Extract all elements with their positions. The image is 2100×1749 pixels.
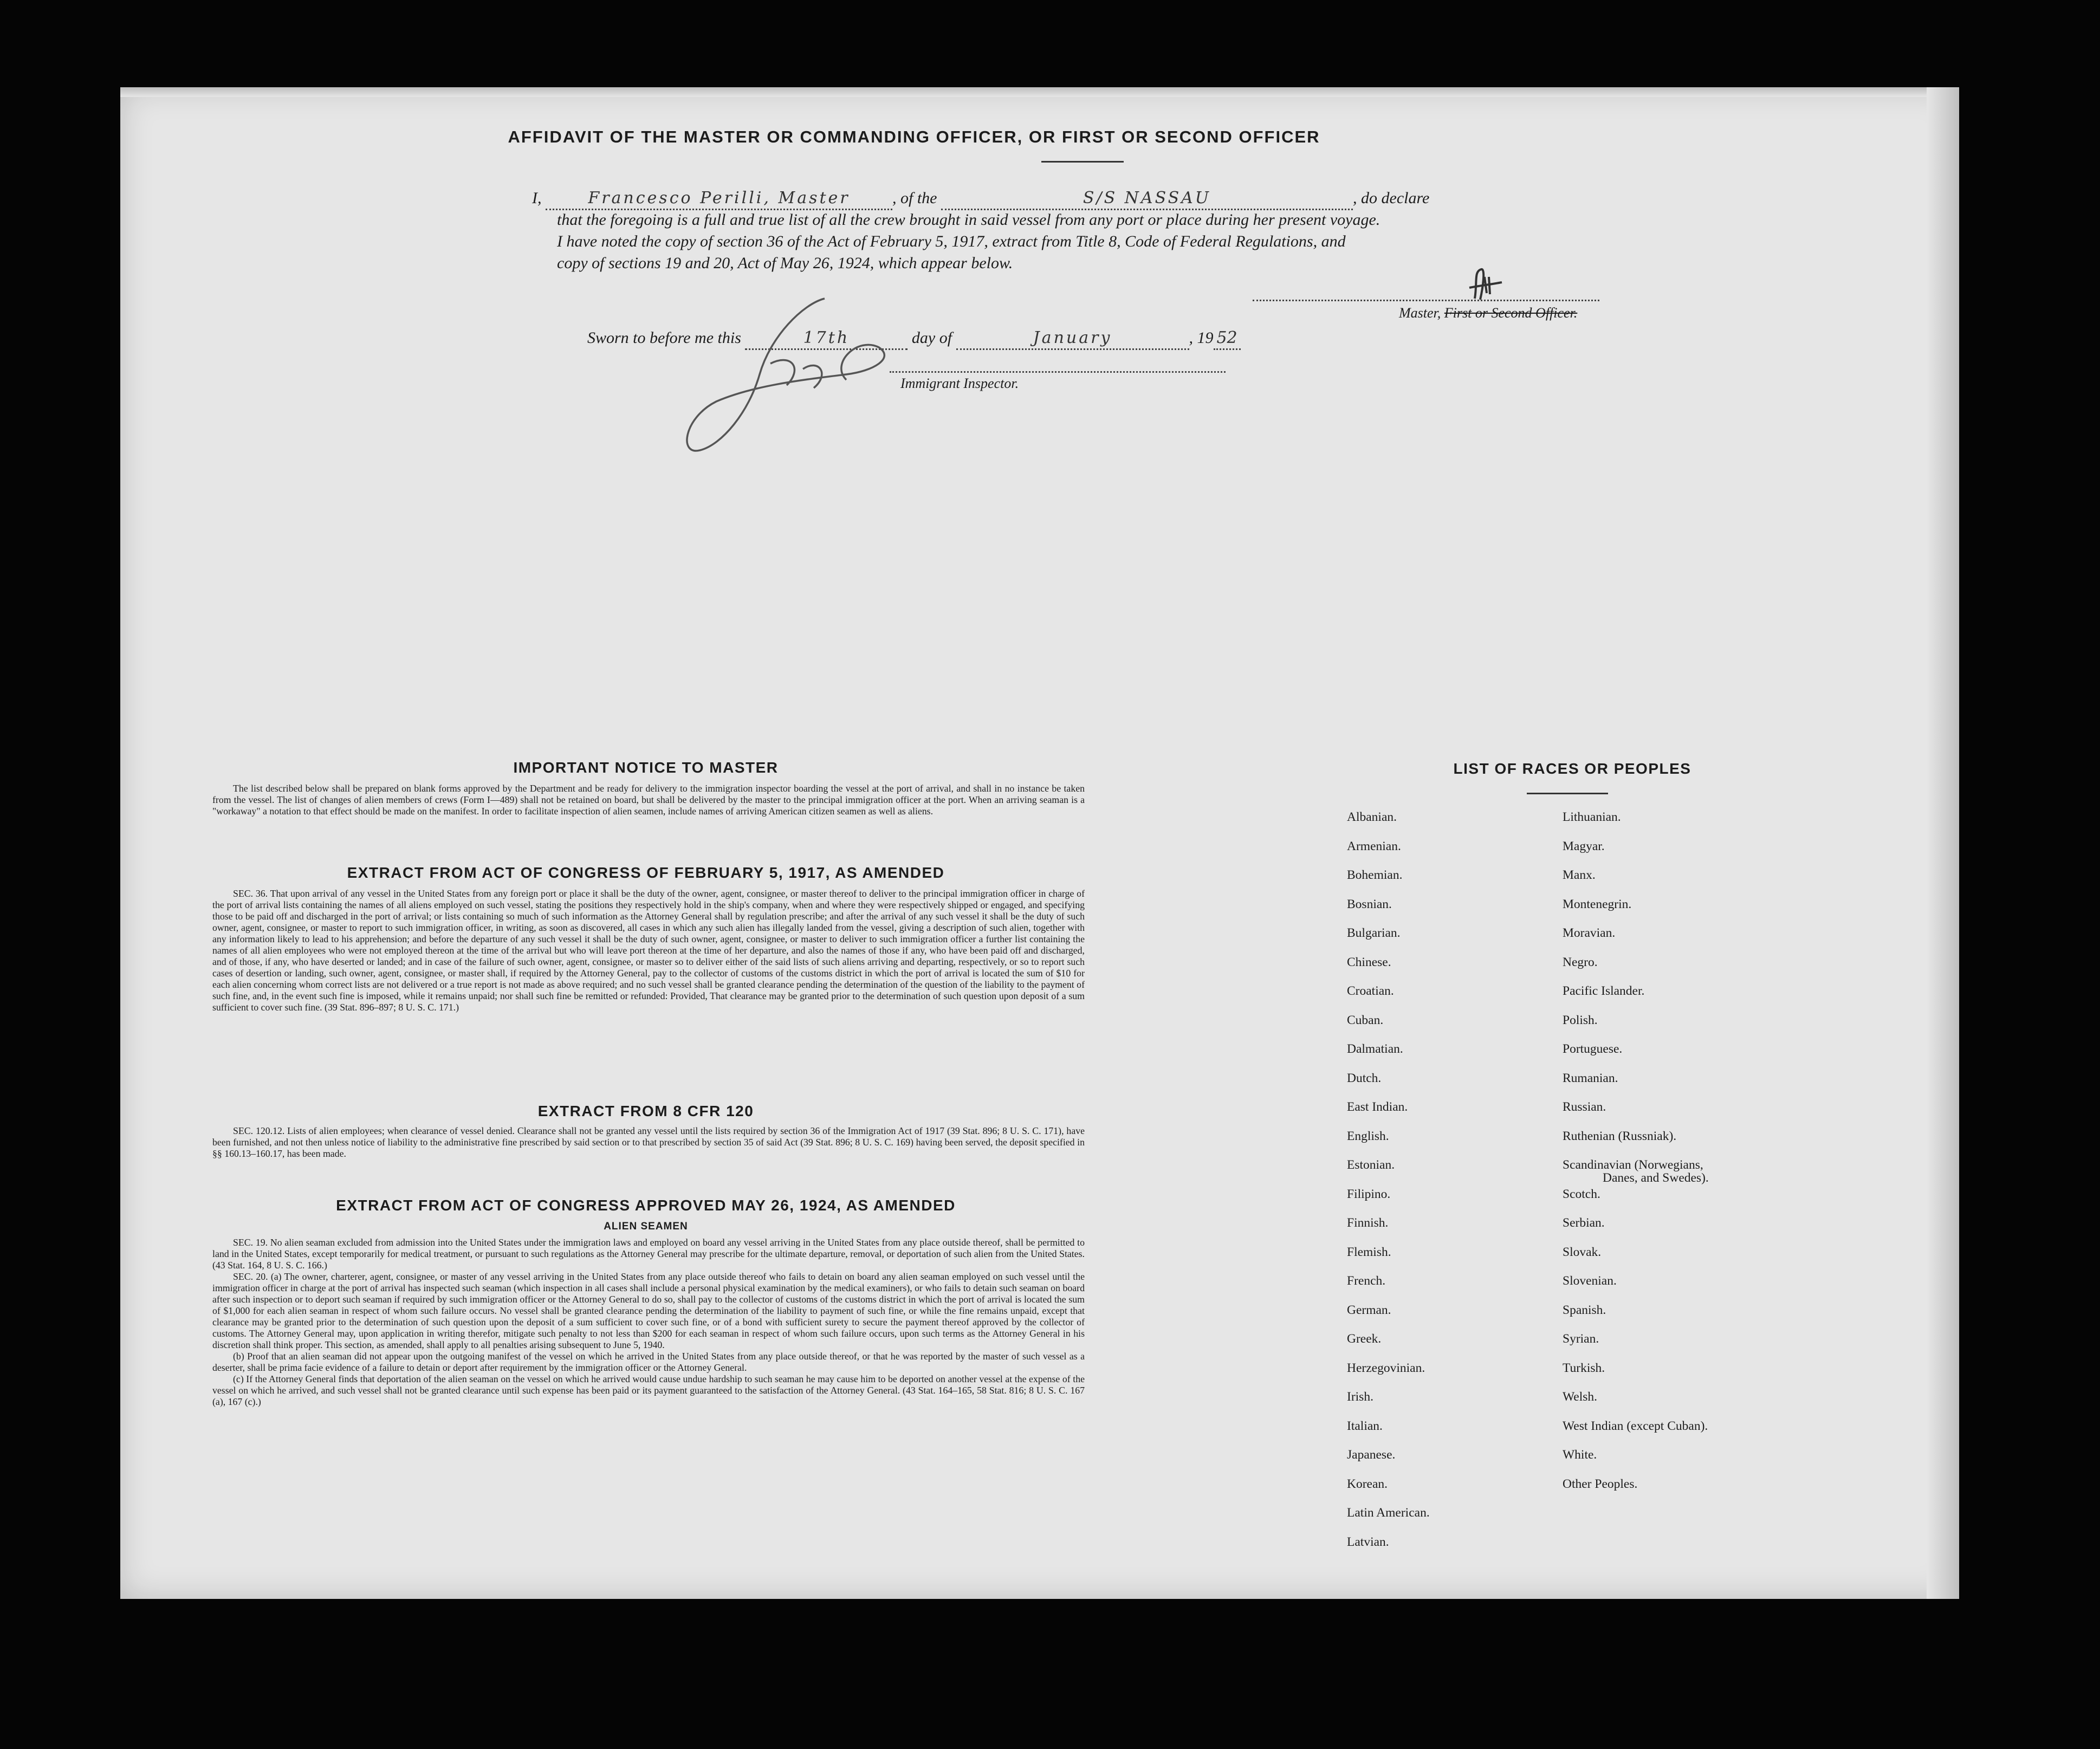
master-label <box>1399 305 1577 321</box>
vessel-name-field: S/S NASSAU <box>941 189 1353 210</box>
race-item: Filipino. <box>1347 1187 1391 1201</box>
race-item: German. <box>1347 1303 1391 1317</box>
race-item: Spanish. <box>1563 1303 1606 1317</box>
race-item: Bohemian. <box>1347 868 1403 882</box>
race-item: Ruthenian (Russniak). <box>1563 1129 1677 1143</box>
race-item: Finnish. <box>1347 1216 1389 1230</box>
race-item: East Indian. <box>1347 1100 1408 1114</box>
race-item: Chinese. <box>1347 955 1391 969</box>
race-item: Serbian. <box>1563 1216 1605 1230</box>
extract-1924-sec20b: (b) Proof that an alien seaman did not appear upon the outgoing manifest of the vessel on which he arrived in the United States from any place outside thereof, or that he was reported by the master of such vessel as a deserter, shall be prima facie evidence of a failure to detain or deport after requirement by the immigration officer or the Attorney General. <box>212 1351 1085 1373</box>
race-item: Latin American. <box>1347 1506 1430 1520</box>
inspector-signature <box>640 293 922 456</box>
extract-1917-title: EXTRACT FROM ACT OF CONGRESS OF FEBRUARY 5, 1917, AS AMENDED <box>347 864 945 881</box>
alien-seamen-subtitle: ALIEN SEAMEN <box>604 1221 688 1232</box>
race-item: Cuban. <box>1347 1013 1384 1027</box>
races-title: LIST OF RACES OR PEOPLES <box>1453 760 1691 777</box>
race-item: Danes, and Swedes). <box>1603 1171 1709 1186</box>
race-item: Rumanian. <box>1563 1071 1618 1085</box>
race-item: Russian. <box>1563 1100 1606 1114</box>
race-item: West Indian (except Cuban). <box>1563 1418 1708 1433</box>
races-divider <box>1527 793 1608 794</box>
race-item: Slovak. <box>1563 1245 1602 1259</box>
race-item: Turkish. <box>1563 1361 1605 1375</box>
inspector-label: Immigrant Inspector. <box>900 375 1019 391</box>
race-item: English. <box>1347 1129 1389 1143</box>
race-item: Portuguese. <box>1563 1042 1623 1056</box>
race-item: Lithuanian. <box>1563 810 1621 824</box>
race-item: Armenian. <box>1347 839 1401 853</box>
race-item: Other Peoples. <box>1563 1476 1638 1491</box>
race-item: Estonian. <box>1347 1158 1395 1172</box>
extract-1917-paragraph: SEC. 36. That upon arrival of any vessel in the United States from any foreign port or place it shall be the duty of the owner, agent, consignee, or master thereof to deliver to the principal immigration officer in charge of the port of arrival lists containing the names of all aliens employed on such vessel, stating the positions they respectively hold in the ship's company, when and where they were respectively shipped or engaged, and specifying those to be paid off and discharged in the port of arrival; or lists containing so much of such information as the Attorney General shall by regulation prescribe; and after the arrival of any such vessel it shall be the duty of such owner, agent, consignee, or master to report to such immigration officer, in writing, as soon as discovered, all cases in which any such alien has illegally landed from the vessel, giving a description of such alien, together with any information likely to lead to his apprehension; and before the departure of any such vessel it shall be the duty of such owner, agent, consignee, or master to deliver to such immigration officer a further list containing the names of all alien employees who were not employed thereon at the time of the arrival but who will leave port thereon at the time of her departure, and also the names of those if any, who have been paid off and discharged, and of those, if any, who have deserted or landed; and in case of the failure of such owner, agent, consignee, or master so to deliver either of the said lists of such aliens arriving and departing, respectively, or so to report such cases of desertion or landing, such owner, agent, consignee, or master shall, if required by the Attorney General, pay to the collector of customs of the customs district in which the port of arrival is located the sum of $10 for each alien concerning whom correct lists are not delivered or a true report is not made as above required; and no such vessel shall be granted clearance pending the determination of the question of the liability to the payment of such fine, and, in the event such fine is imposed, while it remains unpaid; nor shall such fine be remitted or refunded: Provided, That clearance may be granted prior to the determination of such question upon deposit of a sum sufficient to cover such fine. (39 Stat. 896–897; 8 U. S. C. 171.) <box>212 888 1085 1013</box>
race-item: Bosnian. <box>1347 897 1392 911</box>
extract-cfr-text <box>212 1125 1085 1159</box>
race-item: French. <box>1347 1274 1386 1288</box>
extract-1924-sec20a: SEC. 20. (a) The owner, charterer, agent, consignee, or master of any vessel arriving in the United States from any place outside thereof who fails to detain on board any alien seaman employed on such vessel until the immigration officer in charge at the port of arrival has inspected such seaman (which inspection in all cases shall include a personal physical examination by the medical examiners), or who fails to detain such seaman on board after such inspection or to deport such seaman if required by such immigration officer or the Attorney General to do so, shall pay to the collector of customs of the customs district in which the port of arrival is located the sum of $1,000 for each alien seaman in respect of whom such failure occurs. No vessel shall be granted clearance pending the determination of the liability to payment of such fine, or while the fine remains unpaid, except that clearance may be granted prior to the determination of such question upon the deposit of a sum sufficient to cover such fine, or of a bond with sufficient surety to secure the payment thereof approved by the collector of customs. The Attorney General may, upon application in writing therefor, mitigate such penalty to not less than $200 for each seaman in respect of whom such failure occurs, upon such terms as the Attorney General in his discretion shall think proper. This section, as amended, shall apply to all penalties arising subsequent to June 5, 1940. <box>212 1271 1085 1350</box>
race-item: Moravian. <box>1563 926 1616 940</box>
race-item: Negro. <box>1563 955 1598 969</box>
master-signature-line <box>1253 299 1599 301</box>
affidavit-suffix: , do declare <box>1353 189 1430 207</box>
race-item: Montenegrin. <box>1563 897 1632 911</box>
master-name-field: Francesco Perilli, Master <box>546 189 892 210</box>
notice-text <box>212 783 1085 817</box>
race-item: Japanese. <box>1347 1448 1396 1462</box>
race-item: Italian. <box>1347 1418 1383 1433</box>
race-item: Greek. <box>1347 1332 1382 1346</box>
extract-cfr-title: EXTRACT FROM 8 CFR 120 <box>537 1103 754 1119</box>
affidavit-title: AFFIDAVIT OF THE MASTER OR COMMANDING OFFICER, OR FIRST OR SECOND OFFICER <box>508 127 1320 146</box>
extract-1917-text <box>212 888 1085 1013</box>
extract-1924-title: EXTRACT FROM ACT OF CONGRESS APPROVED MAY 26, 1924, AS AMENDED <box>336 1197 956 1214</box>
race-item: Manx. <box>1563 868 1596 882</box>
race-item: Pacific Islander. <box>1563 984 1645 998</box>
race-item: Scandinavian (Norwegians, <box>1563 1158 1703 1172</box>
race-item: Bulgarian. <box>1347 926 1401 940</box>
race-item: Albanian. <box>1347 810 1397 824</box>
race-item: Dutch. <box>1347 1071 1382 1085</box>
race-item: White. <box>1563 1448 1597 1462</box>
year-field: 52 <box>1214 329 1241 350</box>
title-divider <box>1041 161 1124 163</box>
race-item: Slovenian. <box>1563 1274 1617 1288</box>
document-page <box>120 87 1959 1599</box>
extract-1924-sec20c: (c) If the Attorney General finds that deportation of the alien seaman on the vessel on which he arrived would cause undue hardship to such seaman he may cause him to be deported on another vessel at the expense of the vessel on which he arrived, and such vessel shall not be granted clearance until such expense has been paid or its payment guaranteed to the satisfaction of the Attorney General. (43 Stat. 164–165, 58 Stat. 816; 8 U. S. C. 167 (a), 167 (c).) <box>212 1374 1085 1407</box>
master-label-a: Master, <box>1399 305 1441 321</box>
race-item: Magyar. <box>1563 839 1605 853</box>
affidavit-prefix: I, <box>532 189 542 207</box>
race-item: Croatian. <box>1347 984 1394 998</box>
race-item: Scotch. <box>1563 1187 1600 1201</box>
affidavit-line-3: I have noted the copy of section 36 of the Act of February 5, 1917, extract from Title 8, Code of Federal Regulations, and <box>557 232 1346 250</box>
race-item: Syrian. <box>1563 1332 1599 1346</box>
year-prefix: , 19 <box>1189 329 1214 347</box>
race-item: Flemish. <box>1347 1245 1391 1259</box>
race-item: Irish. <box>1347 1390 1373 1404</box>
extract-cfr-paragraph: SEC. 120.12. Lists of alien employees; when clearance of vessel denied. Clearance shall not be granted any vessel until the lists required by section 36 of the Immigration Act of 1917 (39 Stat. 896; 8 U. S. C. 171), have been furnished, and not then unless notice of liability to the administrative fine prescribed by said section or to that prescribed by section 35 of said Act (39 Stat. 896; 8 U. S. C. 169) having been served, the deposit specified in §§ 160.13–160.17, has been made. <box>212 1125 1085 1159</box>
notice-title: IMPORTANT NOTICE TO MASTER <box>513 759 779 776</box>
affidavit-line-4: copy of sections 19 and 20, Act of May 26, 1924, which appear below. <box>557 254 1013 272</box>
day-field: 17th <box>745 329 908 350</box>
affidavit-line-2: that the foregoing is a full and true list of all the crew brought in said vessel from any port or place during her present voyage. <box>557 211 1380 229</box>
day-of-label: day of <box>911 329 952 347</box>
race-item: Herzegovinian. <box>1347 1361 1425 1375</box>
notice-paragraph: The list described below shall be prepared on blank forms approved by the Department and be ready for delivery to the immigration inspector boarding the vessel at the port of arrival, and shall in no instance be taken from the vessel. The list of changes of alien members of crews (Form I—489) shall not be retained on board, but shall be delivered by the master to the principal immigration officer at the port. When an arriving seaman is a "workaway" a notation to that effect should be made on the manifest. In order to facilitate inspection of alien seamen, include names of arriving American citizen seamen as well as aliens. <box>212 783 1085 817</box>
affidavit-mid: , of the <box>892 189 937 207</box>
race-item: Latvian. <box>1347 1534 1389 1549</box>
extract-1924-text <box>212 1237 1085 1408</box>
race-item: Welsh. <box>1563 1390 1598 1404</box>
inspector-signature-line <box>890 370 1226 373</box>
race-item: Korean. <box>1347 1476 1388 1491</box>
master-signature <box>1453 266 1513 304</box>
race-item: Polish. <box>1563 1013 1598 1027</box>
race-item: Dalmatian. <box>1347 1042 1403 1056</box>
affidavit-line-1 <box>532 189 1429 210</box>
month-field: January <box>956 329 1189 350</box>
sworn-prefix: Sworn to before me this <box>587 329 741 347</box>
master-label-b: First or Second Officer. <box>1444 305 1578 321</box>
extract-1924-sec19: SEC. 19. No alien seaman excluded from admission into the United States under the immigration laws and employed on board any vessel arriving in the United States from any place outside thereof, shall be permitted to land in the United States, except temporarily for medical treatment, or pursuant to such regulations as the Attorney General may prescribe for the ultimate departure, removal, or deportation of such alien from the United States. (43 Stat. 164, 8 U. S. C. 166.) <box>212 1237 1085 1271</box>
